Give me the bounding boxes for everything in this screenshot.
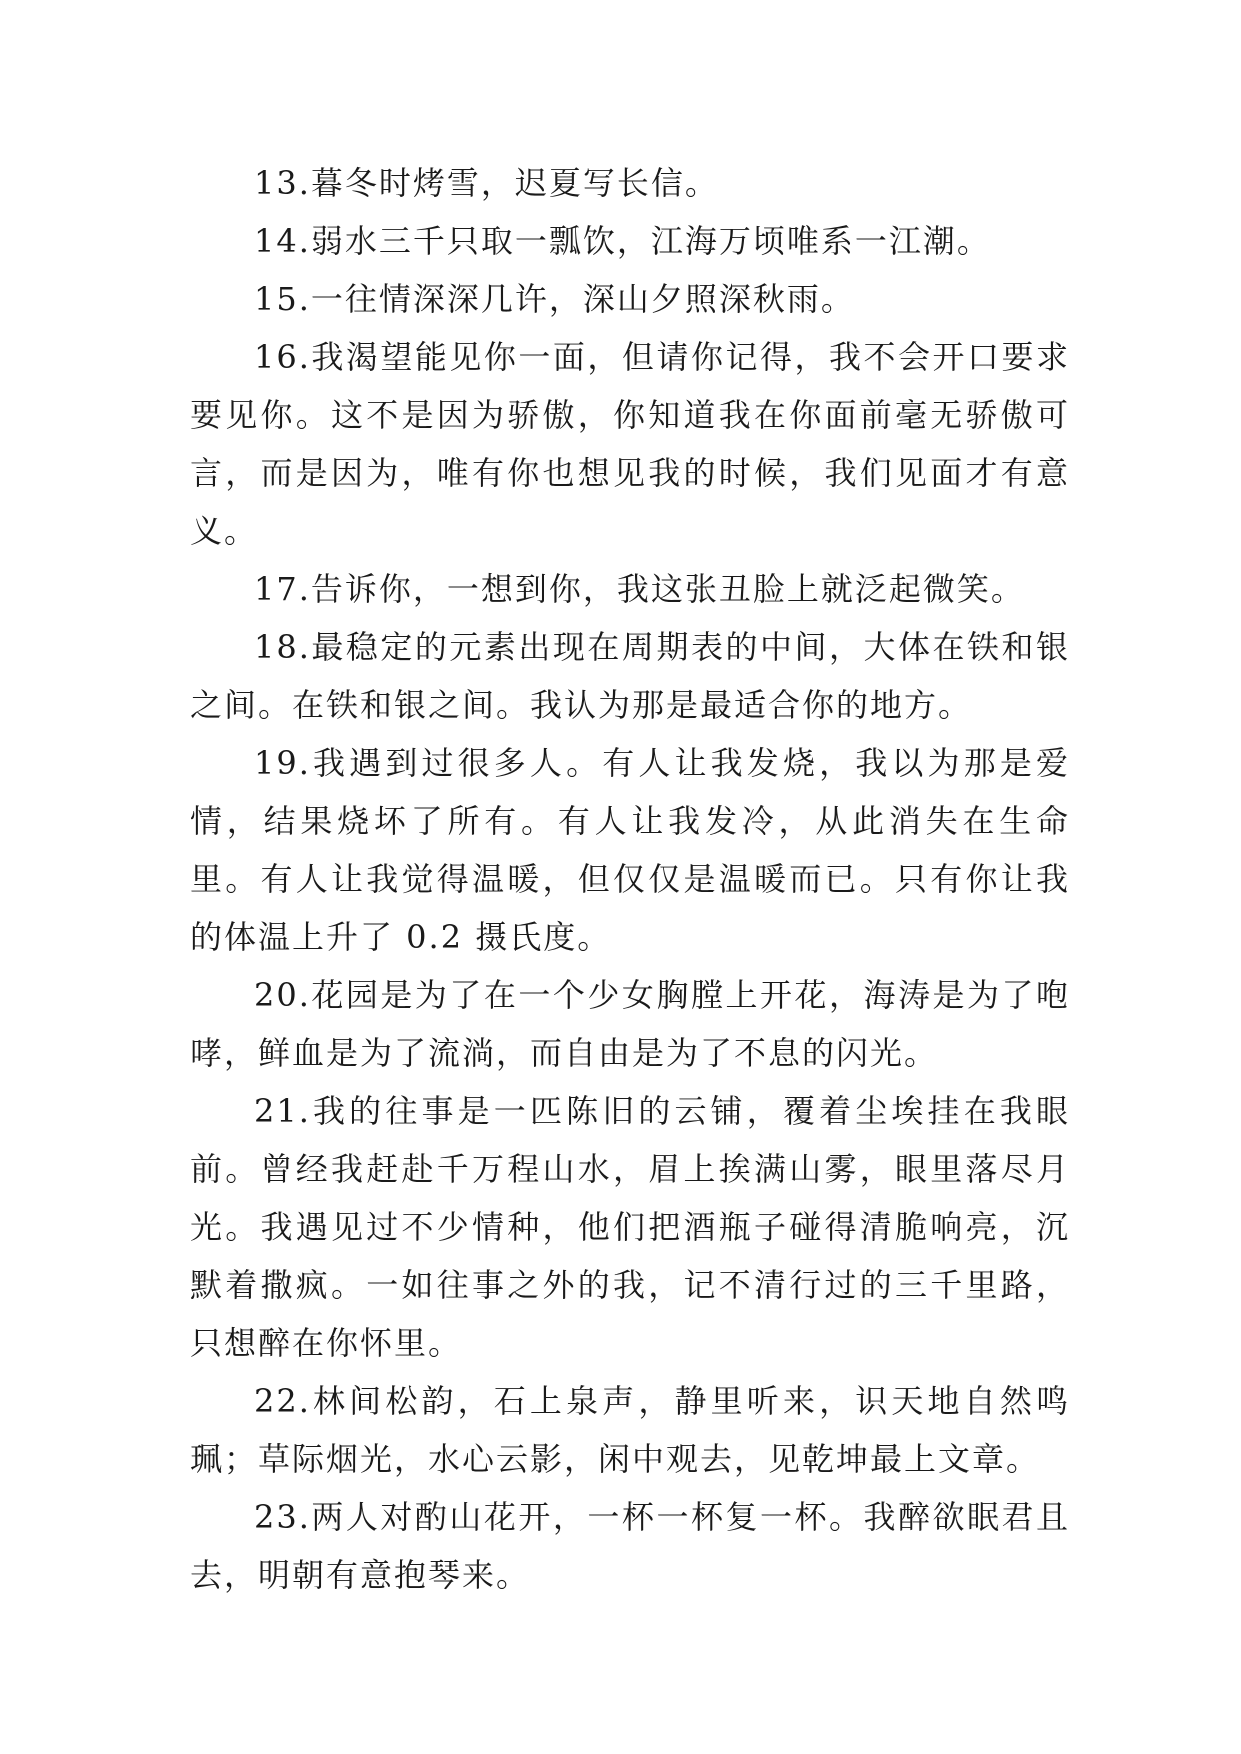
paragraph-17: 17.告诉你，一想到你，我这张丑脸上就泛起微笑。 (254, 570, 1025, 608)
document-page (190, 154, 1070, 1604)
paragraph-23: 23.两人对酌山花开，一杯一杯复一杯。我醉欲眠君且去，明朝有意抱琴来。 (190, 1498, 1070, 1594)
paragraph-18: 18.最稳定的元素出现在周期表的中间，大体在铁和银之间。在铁和银之间。我认为那是最适合你的地方。 (190, 628, 1070, 724)
paragraph-19: 19.我遇到过很多人。有人让我发烧，我以为那是爱情，结果烧坏了所有。有人让我发冷，从此消失在生命里。有人让我觉得温暖，但仅仅是温暖而已。只有你让我的体温上升了 0.2 摄氏度。 (190, 744, 1070, 956)
paragraph-14: 14.弱水三千只取一瓢饮，江海万顷唯系一江潮。 (254, 222, 991, 260)
paragraph-20: 20.花园是为了在一个少女胸膛上开花，海涛是为了咆哮，鲜血是为了流淌，而自由是为了不息的闪光。 (190, 976, 1070, 1072)
paragraph-16: 16.我渴望能见你一面，但请你记得，我不会开口要求要见你。这不是因为骄傲，你知道我在你面前毫无骄傲可言，而是因为，唯有你也想见我的时候，我们见面才有意义。 (190, 338, 1070, 550)
paragraph-22: 22.林间松韵，石上泉声，静里听来，识天地自然鸣珮；草际烟光，水心云影，闲中观去，见乾坤最上文章。 (190, 1382, 1070, 1478)
paragraph-21: 21.我的往事是一匹陈旧的云铺，覆着尘埃挂在我眼前。曾经我赶赴千万程山水，眉上挨满山雾，眼里落尽月光。我遇见过不少情种，他们把酒瓶子碰得清脆响亮，沉默着撒疯。一如往事之外的我，记不清行过的三千里路，只想醉在你怀里。 (190, 1092, 1070, 1362)
paragraph-13: 13.暮冬时烤雪，迟夏写长信。 (254, 164, 719, 202)
paragraph-15: 15.一往情深深几许，深山夕照深秋雨。 (254, 280, 855, 318)
